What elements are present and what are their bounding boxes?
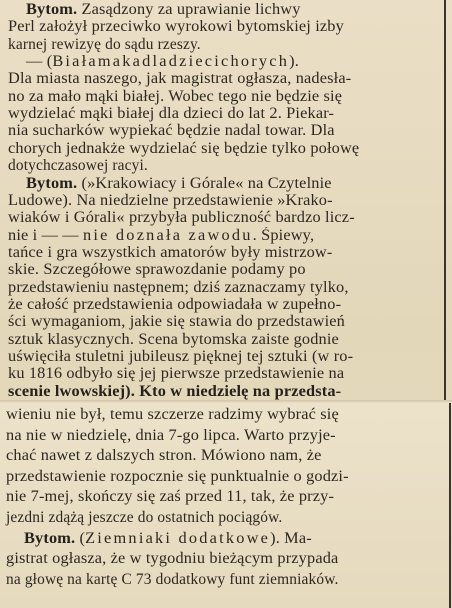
text-run: (	[75, 529, 86, 547]
spaced-heading: nie doznała zawodu	[83, 226, 253, 244]
text-run: ku 1816 odbyło się jej pierwsze przedstawienie na	[8, 365, 345, 383]
text-run: sztuk klasycznych. Scena bytomska zaiste godnie	[8, 330, 339, 348]
text-run: nie 7-mej, skończy się zaś przed 11, tak, że przy-	[6, 488, 335, 506]
bottom-text-line	[24, 529, 312, 548]
text-run: Zasądzony za uprawianie lichwy	[77, 1, 301, 18]
text-run: chać nawet z dalszych stron. Mówiono nam, że	[6, 447, 322, 465]
top-text-line	[8, 243, 332, 262]
text-run: wiaków i Górali« przybyła publiczność bardzo licz-	[8, 209, 355, 227]
top-text-line	[8, 347, 353, 366]
top-text-line	[26, 174, 332, 193]
text-run: karnej rewizyę do sądu rzeszy.	[8, 35, 201, 53]
spaced-heading: Białamakadladziecichorych	[52, 53, 290, 71]
top-text-line	[8, 69, 351, 88]
text-run: tańce i gra wszystkich amatorów były mistrzow-	[8, 243, 333, 261]
bottom-text-line	[6, 570, 338, 589]
text-run: (»Krakowiacy i Górale« na Czytelnie	[77, 174, 332, 192]
text-run: jezdni zdążą jeszcze do ostatnich pociągów.	[6, 509, 283, 526]
text-run: wydzielać mąki białej dla dzieci do lat 2. Piekar-	[8, 105, 335, 123]
bold-text: Bytom.	[26, 174, 78, 192]
top-text-line	[8, 191, 333, 210]
top-text-line	[8, 226, 314, 245]
top-text-line	[8, 208, 355, 227]
column-rule	[444, 0, 446, 402]
top-text-line	[8, 278, 349, 297]
text-run: że całość przedstawienia odpowiadała w zupełno-	[8, 295, 342, 313]
text-run: no za mało mąki białej. Wobec tego nie będzie się	[8, 87, 343, 105]
text-run: gistrat ogłasza, że w tygodniu bieżącym przypada	[6, 550, 339, 568]
bottom-text-line	[6, 508, 282, 527]
text-run: dotychczasowej racyi.	[8, 157, 148, 175]
top-text-line	[8, 295, 341, 314]
top-text-line	[8, 260, 306, 279]
text-run: chorych jednakże wydzielać się będzie tylko połowę	[8, 139, 360, 157]
top-text-line	[8, 364, 344, 383]
top-text-line	[8, 17, 344, 36]
top-text-line	[8, 35, 201, 54]
top-text-line	[8, 139, 359, 158]
text-run: . Śpiewy,	[252, 226, 315, 244]
top-text-line	[8, 312, 345, 331]
top-text-line	[8, 330, 339, 349]
top-text-line	[8, 382, 341, 401]
text-run: przedstawienie rozpocznie się punktualnie o godzi-	[6, 467, 349, 485]
text-run: Perl założył przeciwko wyrokowi bytomskiej izby	[8, 18, 344, 36]
text-run: na głowę na kartę C 73 dodatkowy funt ziemniaków.	[6, 570, 339, 588]
text-run: skie. Szczegółowe sprawozdanie podamy po	[8, 261, 306, 279]
bold-text: Bytom.	[24, 529, 76, 547]
bottom-text-line	[6, 467, 349, 486]
top-text-line	[8, 121, 335, 140]
text-run: wieniu nie był, temu szczerze radzimy wybrać się	[6, 406, 339, 423]
bottom-text-line	[6, 549, 338, 568]
bottom-text-line	[6, 487, 334, 506]
bold-text: scenie lwowskiej). Kto w niedzielę na przedsta-	[8, 382, 342, 400]
bottom-text-line	[6, 405, 339, 424]
text-run: nie i — —	[8, 226, 84, 244]
top-text-line	[26, 0, 301, 19]
bold-text: Bytom.	[26, 1, 78, 18]
lower-clipping	[0, 403, 452, 608]
text-run: nia sucharków wypiekać będzie nadal towar. Dla	[8, 122, 335, 140]
spaced-heading: Ziemniaki dodatkowe	[85, 529, 271, 547]
text-run: ).	[289, 53, 299, 71]
top-text-line	[8, 104, 334, 123]
top-text-line	[26, 52, 299, 71]
top-text-line	[8, 156, 148, 175]
text-run: uświęciła stuletni jubileusz pięknej tej sztuki (w ro-	[8, 348, 354, 365]
column-rule-lower	[449, 403, 451, 608]
text-run: ści wymaganiom, jakie się stawia do przedstawień	[8, 313, 345, 331]
text-run: przedstawieniu następnem; dziś zaznaczamy tylko,	[8, 278, 349, 296]
text-run: Dla miasta naszego, jak magistrat ogłasza, nadesła-	[8, 70, 352, 88]
text-run: — (	[26, 53, 53, 71]
top-text-line	[8, 87, 342, 106]
bottom-text-line	[6, 426, 336, 445]
bottom-text-line	[6, 446, 321, 465]
text-run: ). Ma-	[270, 529, 312, 547]
text-run: na nie w niedzielę, dnia 7-go lipca. Warto przyje-	[6, 426, 336, 444]
text-run: Ludowe). Na niedzielne przedstawienie »Krako-	[8, 191, 333, 209]
